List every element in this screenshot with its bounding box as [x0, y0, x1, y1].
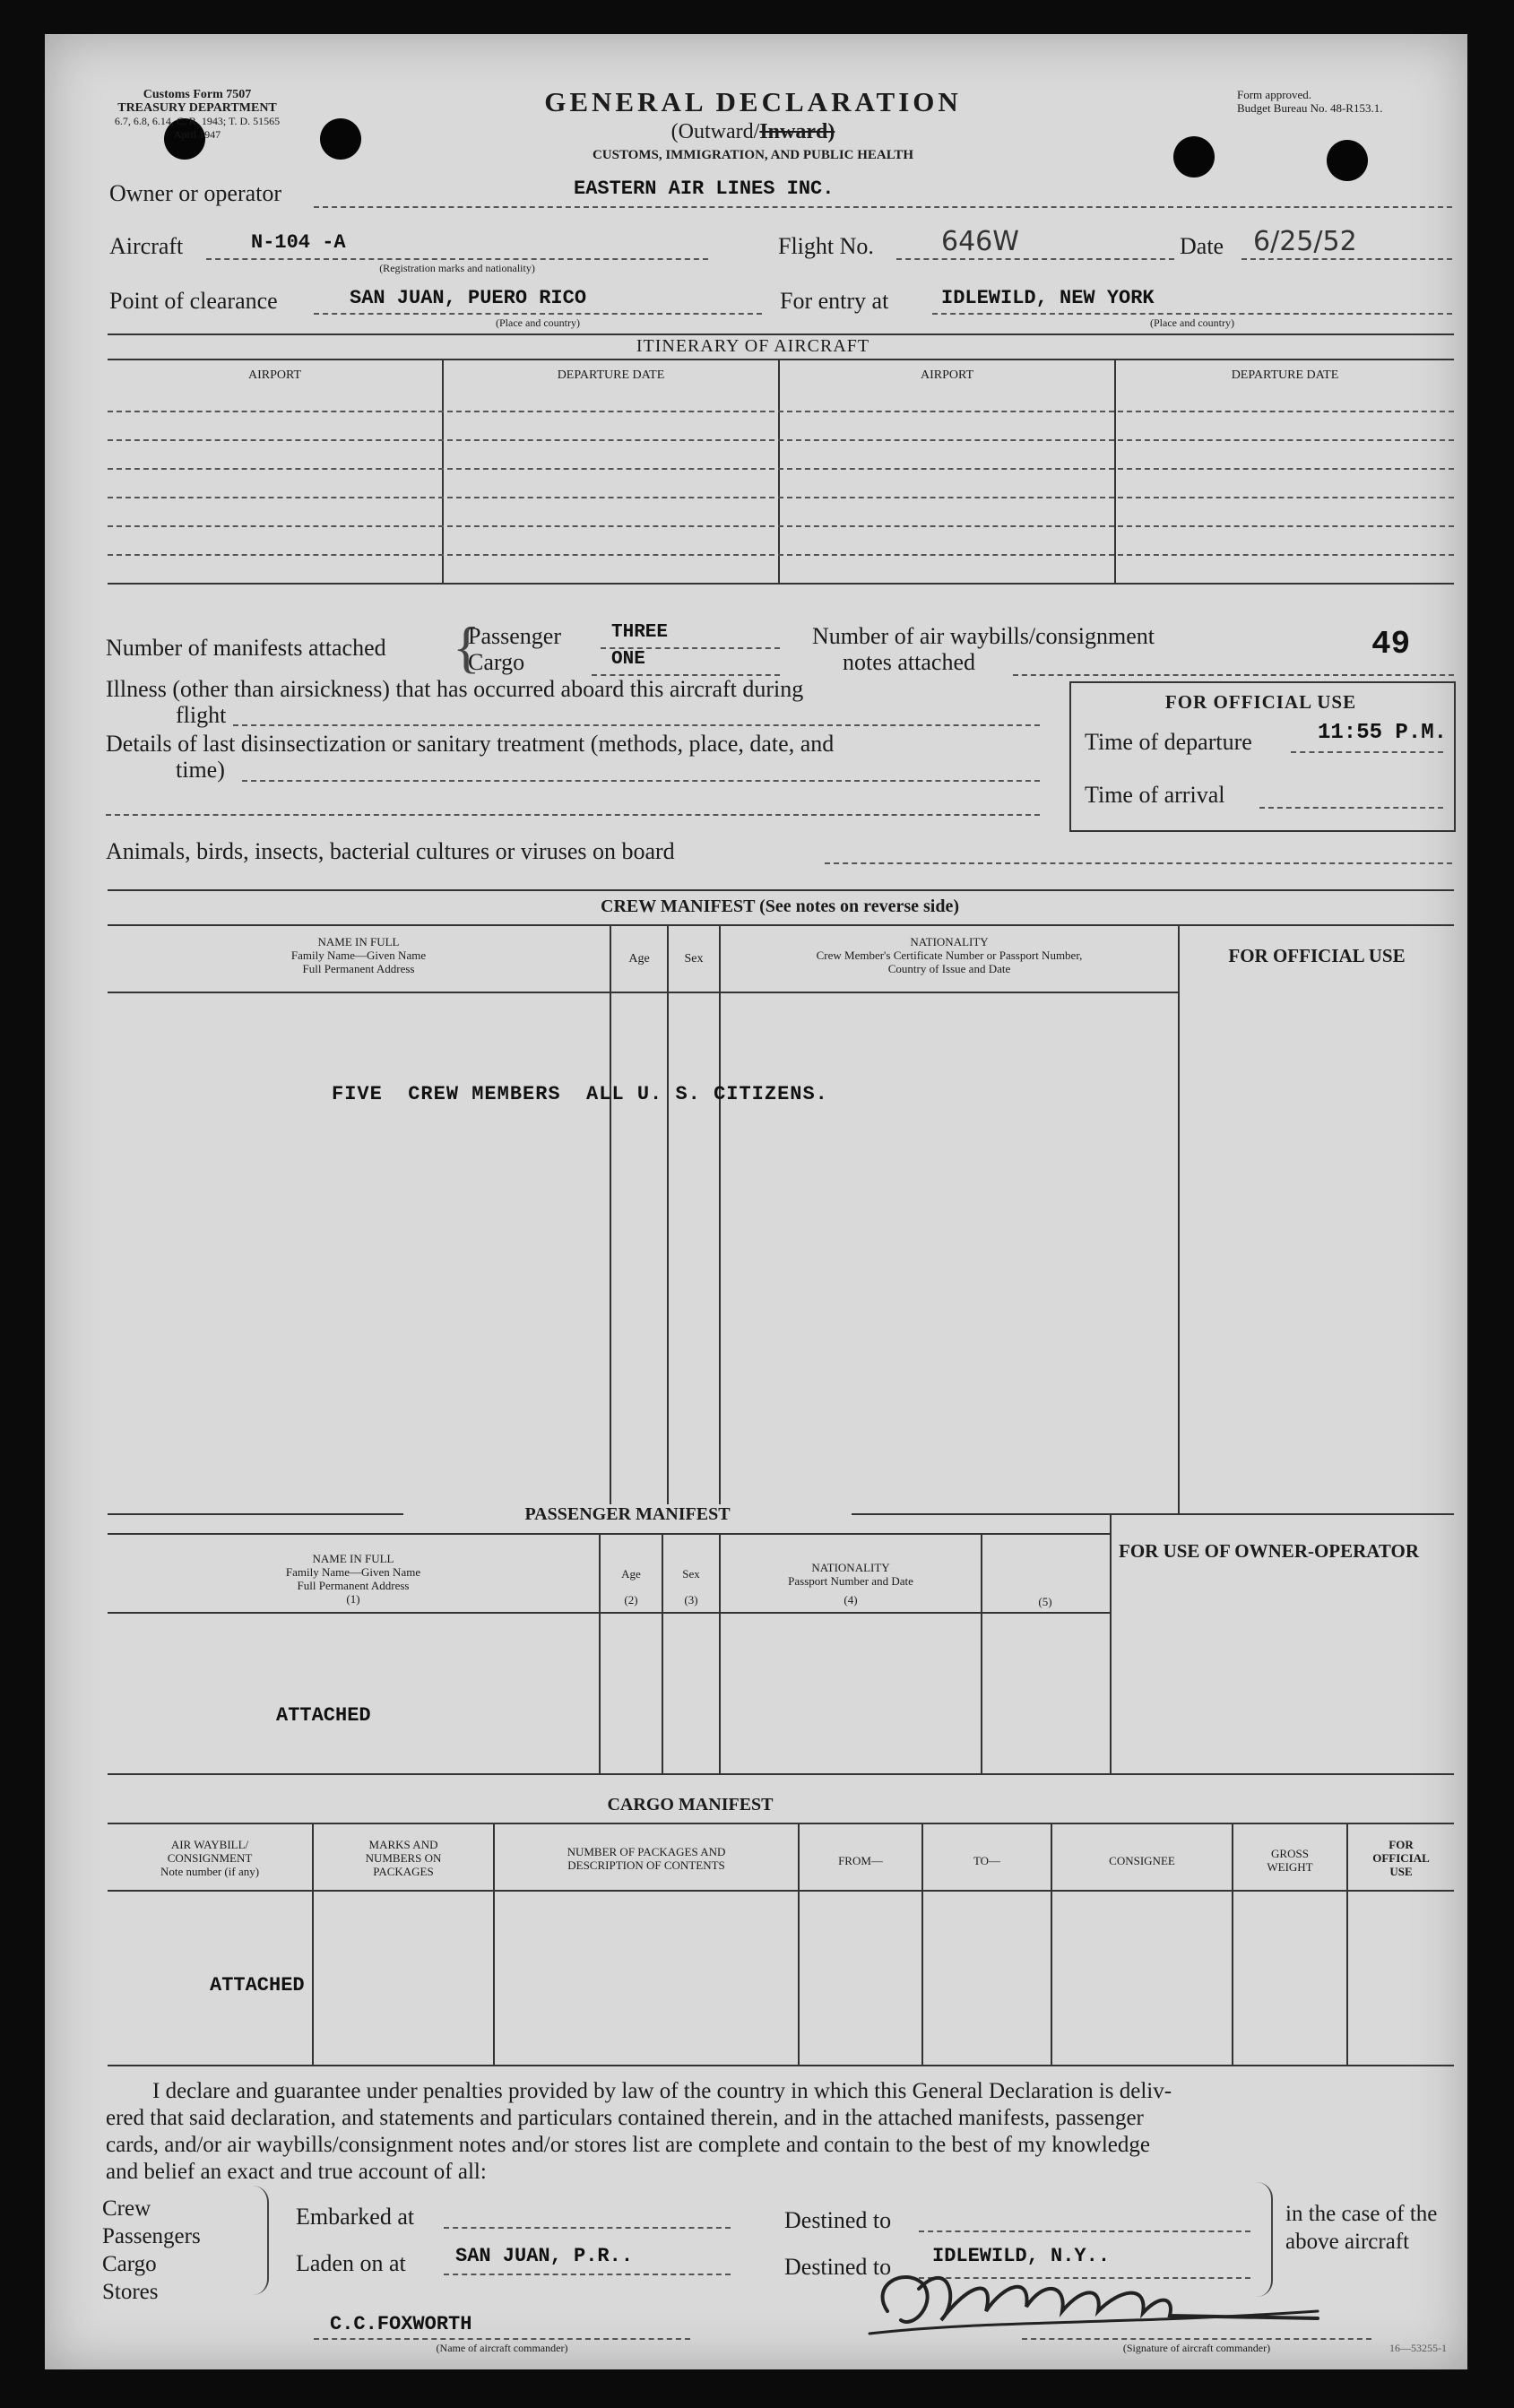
aircraft-line: [206, 258, 708, 260]
itinerary-divider: [778, 359, 780, 583]
crew-entry[interactable]: FIVE CREW MEMBERS ALL U. S. CITIZENS.: [332, 1083, 828, 1105]
cargo-divider: [1346, 1823, 1348, 2065]
entry-value[interactable]: IDLEWILD, NEW YORK: [941, 287, 1155, 309]
approval-block: [1237, 88, 1382, 115]
waybills-value[interactable]: 49: [1371, 626, 1411, 663]
items-brace: [253, 2186, 269, 2295]
departure-time-value[interactable]: 11:55 P.M.: [1318, 721, 1448, 745]
passenger-col-nat-1: NATIONALITY: [811, 1561, 890, 1574]
passenger-entry[interactable]: ATTACHED: [276, 1704, 371, 1727]
cargo-entry[interactable]: ATTACHED: [210, 1974, 305, 1997]
passenger-bottom-rule: [108, 1773, 1454, 1775]
itinerary-col-airport: AIRPORT: [247, 368, 302, 382]
itinerary-row: [108, 525, 1454, 527]
official-use-title: FOR OFFICIAL USE: [1164, 691, 1357, 713]
arrival-time-line: [1259, 807, 1443, 809]
manifests-brace: {: [453, 615, 480, 679]
inward-struck: Inward): [759, 120, 835, 143]
date-line: [1241, 258, 1452, 260]
cargo-col-from: FROM—: [838, 1854, 883, 1867]
cargo-col-marks-1: MARKS AND: [368, 1838, 438, 1851]
itinerary-title: ITINERARY OF AIRCRAFT: [636, 336, 870, 356]
crew-title: CREW MANIFEST (See notes on reverse side): [601, 897, 959, 916]
disinsect-label-2: time): [176, 757, 225, 783]
cargo-title: CARGO MANIFEST: [607, 1795, 774, 1815]
disinsect-line-2: [106, 814, 1040, 816]
commander-name-caption: (Name of aircraft commander): [436, 2342, 568, 2354]
case-note-1: in the case of the: [1285, 2202, 1438, 2226]
item-crew: Crew: [102, 2196, 151, 2221]
passenger-divider: [1110, 1513, 1112, 1773]
print-code: 16—53255-1: [1389, 2342, 1447, 2354]
regulations: 6.7, 6.8, 6.14, C. R. 1943; T. D. 51565: [114, 115, 281, 127]
itinerary-row: [108, 497, 1454, 498]
passenger-divider: [719, 1533, 721, 1773]
crew-col-name-3: Full Permanent Address: [302, 962, 415, 975]
declaration-line-1: I declare and guarantee under penalties provided by law of the country in which this General Declaration is deliv-: [152, 2079, 1172, 2103]
cargo-col-waybill: [108, 1838, 312, 1878]
commander-name-line: [314, 2338, 690, 2340]
passenger-title: PASSENGER MANIFEST: [403, 1504, 852, 1525]
entry-line: [932, 313, 1452, 315]
cargo-bottom-rule: [108, 2065, 1454, 2066]
cargo-col-marks-2: NUMBERS ON: [365, 1851, 442, 1865]
crew-col-name-2: Family Name—Given Name: [290, 948, 427, 962]
declaration-items: [102, 2195, 201, 2306]
itinerary-col-departure-2: DEPARTURE DATE: [1231, 368, 1339, 382]
crew-header-rule: [108, 924, 1454, 926]
aircraft-value[interactable]: N-104 -A: [251, 231, 346, 254]
cargo-col-waybill-2: CONSIGNMENT: [167, 1851, 253, 1865]
entry-caption: (Place and country): [1150, 316, 1234, 329]
itinerary-row: [108, 439, 1454, 441]
embarked-line: [444, 2227, 731, 2229]
passenger-col-name-3: Full Permanent Address: [297, 1579, 410, 1592]
form-approved: Form approved.: [1237, 88, 1312, 101]
destined-value[interactable]: IDLEWILD, N.Y..: [932, 2245, 1111, 2267]
case-note-2: above aircraft: [1285, 2230, 1410, 2254]
punch-hole: [320, 118, 361, 160]
itinerary-divider: [1114, 359, 1116, 583]
commander-signature: [852, 2248, 1354, 2347]
owner-operator-use: FOR USE OF OWNER-OPERATOR: [1119, 1540, 1420, 1562]
aircraft-caption: (Registration marks and nationality): [379, 262, 535, 274]
passenger-col-nationality: [721, 1561, 981, 1607]
cargo-col-official-1: FOR: [1389, 1838, 1414, 1851]
animals-label: Animals, birds, insects, bacterial cultures or viruses on board: [106, 838, 675, 864]
waybills-label: Number of air waybills/consignment: [812, 623, 1155, 649]
item-passengers: Passengers: [102, 2224, 201, 2248]
crew-col-nat-2: Crew Member's Certificate Number or Passport Number,: [816, 948, 1083, 962]
crew-col-sex: Sex: [684, 952, 704, 966]
crew-divider: [667, 924, 669, 1513]
crew-col-name: [108, 935, 610, 975]
outward-label: (Outward/: [670, 120, 760, 143]
declaration-line-2: ered that said declaration, and statements and particulars contained therein, and in the attached manifests, passenger: [106, 2106, 1144, 2130]
cargo-col-official: [1348, 1838, 1454, 1878]
crew-top-rule: [108, 889, 1454, 891]
cargo-col-waybill-1: AIR WAYBILL/: [170, 1838, 249, 1851]
itinerary-col-airport-2: AIRPORT: [920, 368, 974, 382]
itinerary-col-departure: DEPARTURE DATE: [557, 368, 665, 382]
embarked-label: Embarked at: [296, 2204, 415, 2230]
cargo-divider: [1051, 1823, 1052, 2065]
crew-col-nat-3: Country of Issue and Date: [887, 962, 1011, 975]
signature-line: [1022, 2338, 1371, 2340]
itinerary-header-rule: [108, 359, 1454, 360]
passenger-divider: [662, 1533, 663, 1773]
cargo-divider: [493, 1823, 495, 2065]
clearance-line: [314, 313, 762, 315]
cargo-col-packages: [495, 1845, 798, 1872]
passenger-col-name-2: Family Name—Given Name: [285, 1565, 421, 1579]
form-date: April 1947: [173, 128, 221, 141]
cargo-divider: [798, 1823, 800, 2065]
cargo-count-value[interactable]: ONE: [611, 649, 645, 670]
form-number: Customs Form 7507: [143, 88, 252, 101]
disinsect-line: [242, 780, 1040, 782]
passenger-col-rule: [108, 1612, 1112, 1614]
waybills-label-2: notes attached: [843, 649, 975, 675]
item-cargo: Cargo: [102, 2252, 157, 2276]
form-subtitle: CUSTOMS, IMMIGRATION, AND PUBLIC HEALTH: [592, 148, 914, 162]
departure-time-label: Time of departure: [1085, 729, 1252, 755]
crew-col-nat-1: NATIONALITY: [910, 935, 989, 948]
destined-line: [919, 2230, 1250, 2232]
destined-label-2: Destined to: [784, 2254, 892, 2280]
itinerary-top-rule: [108, 333, 1454, 335]
flight-value[interactable]: 646W: [941, 226, 1019, 257]
crew-divider: [1178, 924, 1180, 1513]
passenger-col-sex-label: Sex: [682, 1567, 700, 1581]
passenger-col-name-num: (1): [346, 1592, 360, 1606]
illness-label: Illness (other than airsickness) that has occurred aboard this aircraft during: [106, 676, 804, 702]
clearance-value[interactable]: SAN JUAN, PUERO RICO: [350, 287, 587, 309]
cargo-col-packages-2: DESCRIPTION OF CONTENTS: [567, 1858, 725, 1872]
cargo-col-weight: [1233, 1847, 1346, 1874]
commander-name[interactable]: C.C.FOXWORTH: [330, 2313, 472, 2335]
case-note: [1285, 2200, 1437, 2256]
declaration-line-4: and belief an exact and true account of all:: [106, 2160, 487, 2184]
cargo-col-packages-1: NUMBER OF PACKAGES AND: [567, 1845, 726, 1858]
departure-time-line: [1291, 751, 1443, 753]
cargo-col-marks-3: PACKAGES: [373, 1865, 434, 1878]
crew-divider: [719, 924, 721, 1513]
declaration-text: [106, 2078, 1452, 2186]
itinerary-divider: [442, 359, 444, 583]
passenger-col-age-num: (2): [624, 1593, 638, 1607]
cargo-count-label: Cargo: [468, 649, 525, 675]
passenger-col-nat-2: Passport Number and Date: [788, 1574, 913, 1588]
signature-caption: (Signature of aircraft commander): [1122, 2342, 1271, 2354]
flight-label: Flight No.: [778, 233, 874, 259]
entry-label: For entry at: [780, 288, 889, 314]
passenger-col-sex: [663, 1567, 719, 1607]
crew-col-rule: [108, 992, 1178, 993]
arrival-time-label: Time of arrival: [1085, 782, 1225, 808]
cargo-col-consignee: CONSIGNEE: [1109, 1854, 1175, 1867]
budget-bureau: Budget Bureau No. 48-R153.1.: [1237, 101, 1383, 115]
passenger-divider: [599, 1533, 601, 1773]
itinerary-row: [108, 554, 1454, 556]
owner-line: [314, 206, 1452, 208]
flight-line: [896, 258, 1174, 260]
cargo-col-rule: [108, 1890, 1454, 1892]
animals-line: [825, 862, 1452, 864]
punch-hole: [1327, 140, 1368, 181]
form-number-block: [99, 88, 296, 142]
cargo-col-weight-1: GROSS: [1271, 1847, 1309, 1860]
passenger-count-label: Passenger: [468, 623, 561, 649]
owner-value[interactable]: EASTERN AIR LINES INC.: [574, 178, 835, 200]
passenger-header-rule: [108, 1533, 1112, 1535]
department: TREASURY DEPARTMENT: [117, 101, 277, 115]
illness-line: [233, 724, 1040, 726]
manifests-label: Number of manifests attached: [106, 635, 386, 661]
itinerary-bottom-rule: [108, 583, 1454, 585]
illness-label-2: flight: [176, 702, 227, 728]
date-value[interactable]: 6/25/52: [1253, 226, 1357, 257]
date-label: Date: [1180, 233, 1224, 259]
crew-col-official: FOR OFFICIAL USE: [1228, 945, 1406, 966]
form-title: GENERAL DECLARATION: [544, 86, 962, 117]
passenger-col-name: [108, 1552, 599, 1606]
cargo-divider: [312, 1823, 314, 2065]
aircraft-label: Aircraft: [109, 233, 184, 259]
cargo-header-rule: [108, 1823, 1454, 1824]
cargo-divider: [921, 1823, 923, 2065]
direction-line: [466, 120, 1040, 144]
passenger-divider: [981, 1533, 982, 1773]
disinsect-label: Details of last disinsectization or sanitary treatment (methods, place, date, and: [106, 731, 835, 757]
itinerary-row: [108, 468, 1454, 470]
passenger-col-5: (5): [1038, 1595, 1052, 1608]
passenger-col-nat-num: (4): [844, 1593, 858, 1607]
cargo-col-waybill-3: Note number (if any): [160, 1865, 260, 1878]
item-stores: Stores: [102, 2280, 159, 2304]
cargo-col-weight-2: WEIGHT: [1267, 1860, 1313, 1874]
passenger-count-value[interactable]: THREE: [611, 622, 669, 643]
passenger-col-age-label: Age: [621, 1567, 641, 1581]
crew-divider: [610, 924, 611, 1513]
itinerary-row: [108, 411, 1454, 412]
cargo-divider: [1232, 1823, 1233, 2065]
laden-label: Laden on at: [296, 2250, 406, 2276]
punch-hole: [1173, 136, 1215, 178]
crew-col-name-1: NAME IN FULL: [317, 935, 400, 948]
cargo-col-marks: [314, 1838, 493, 1878]
crew-col-nationality: [721, 935, 1178, 975]
passenger-col-name-1: NAME IN FULL: [312, 1552, 394, 1565]
form-page: [45, 34, 1467, 2369]
waybills-line: [1013, 674, 1454, 676]
cargo-col-to: TO—: [973, 1854, 1001, 1867]
crew-col-age: Age: [628, 952, 650, 966]
declaration-line-3: cards, and/or air waybills/consignment notes and/or stores list are complete and contain to the best of my knowledge: [106, 2133, 1150, 2157]
owner-label: Owner or operator: [109, 180, 282, 206]
laden-line: [444, 2274, 731, 2275]
passenger-col-sex-num: (3): [684, 1593, 698, 1607]
clearance-caption: (Place and country): [496, 316, 580, 329]
destined-label: Destined to: [784, 2207, 892, 2233]
clearance-label: Point of clearance: [109, 288, 278, 314]
laden-value[interactable]: SAN JUAN, P.R..: [455, 2245, 634, 2267]
cargo-col-official-3: USE: [1389, 1865, 1413, 1878]
passenger-col-age: [601, 1567, 662, 1607]
cargo-col-official-2: OFFICIAL: [1372, 1851, 1430, 1865]
